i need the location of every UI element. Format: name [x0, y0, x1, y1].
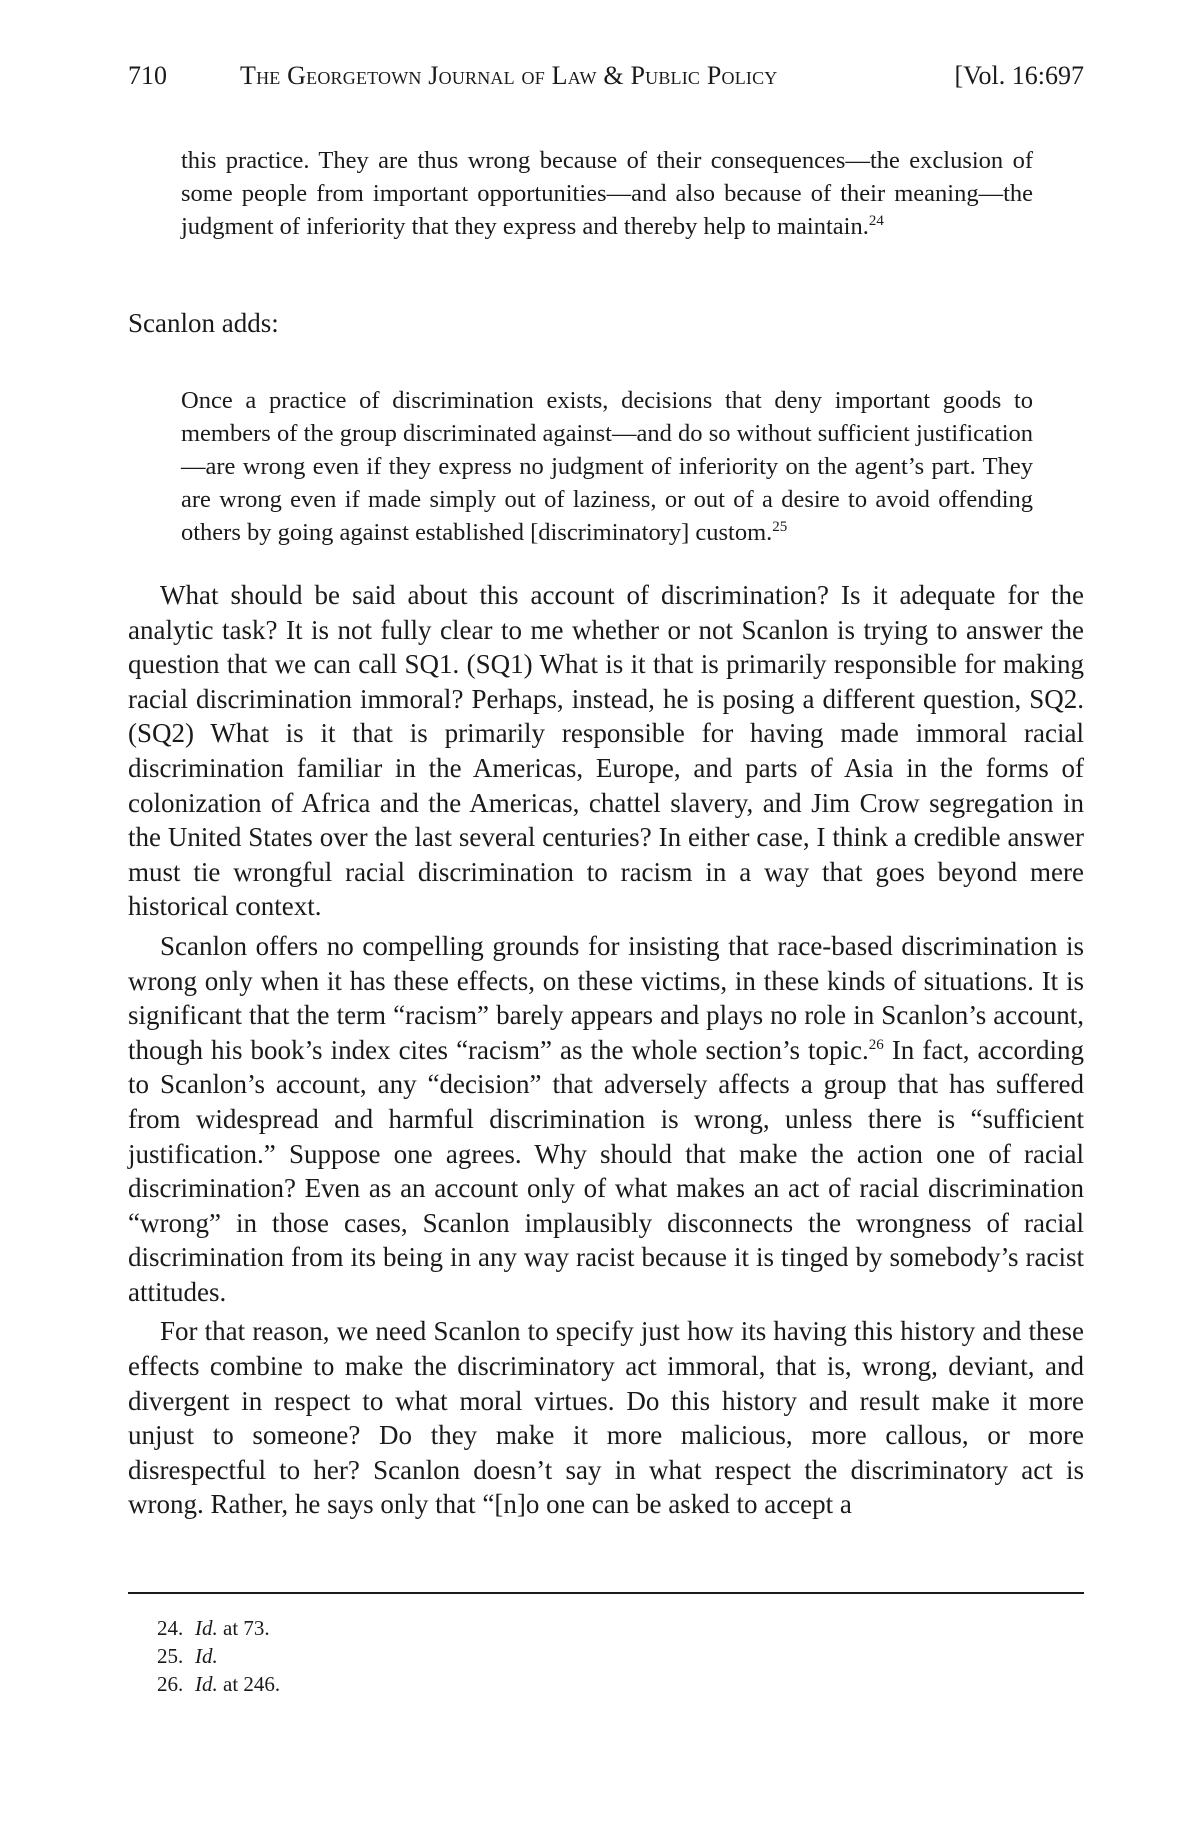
footnote-25 [157, 1642, 1037, 1670]
footnote-26 [157, 1670, 1037, 1698]
footnote-text [195, 1614, 270, 1642]
footnote-number: 24. [157, 1616, 184, 1640]
footnote-ref-26[interactable]: 26 [868, 1036, 884, 1053]
footnote-24 [157, 1614, 1037, 1642]
journal-title: The Georgetown Journal of Law & Public Policy [240, 61, 778, 90]
running-head [128, 56, 1084, 96]
body-text [128, 578, 1084, 1522]
footnote-number: 26. [157, 1672, 184, 1696]
quote-text: Once a practice of discrimination exists, decisions that deny important goods to members of the group discriminated against—and do so without sufficient justification—are wrong even if they express no judgment of inferiority on the agent’s part. They are wrong even if made simply out of laziness, or out of a desire to avoid offending others by going against established [discriminatory] custom. [181, 387, 1033, 546]
footnote-rest: at 246. [217, 1672, 281, 1696]
footnote-id: Id. [195, 1644, 218, 1668]
footnote-id: Id. [195, 1672, 218, 1696]
volume-citation: [Vol. 16:697 [954, 61, 1084, 90]
quote-lead-in: Scanlon adds: [128, 308, 279, 338]
block-quote-paragraph [181, 144, 1033, 243]
footnote-divider [128, 1592, 1084, 1594]
footnote-id: Id. [195, 1616, 218, 1640]
footnote-rest: at 73. [217, 1616, 270, 1640]
block-quote-continued [181, 144, 1033, 243]
paragraph-text: In fact, according to Scanlon’s account, any “decision” that adversely affects a group that has suffered from widespread and harmful discrimination is wrong, unless there is “sufficient justification.” Suppose one agrees. Why should that make the action one of racial discrimination? Even as an account only of what makes an act of racial discrimination “wrong” in those cases, Scanlon implausibly disconnects the wrongness of racial discrimination from its being in any way racist because it is tinged by somebody’s racist attitudes. [128, 1034, 1084, 1307]
page-number: 710 [128, 61, 167, 90]
body-paragraph-3: For that reason, we need Scanlon to specify just how its having this history and these effects combine to make the discriminatory act immoral, that is, wrong, deviant, and divergent in respect to what moral virtues. Do this history and result make it more unjust to someone? Do they make it more malicious, more callous, or more disrespectful to her? Scanlon doesn’t say in what respect the discriminatory act is wrong. Rather, he says only that “[n]o one can be asked to accept a [128, 1316, 1084, 1520]
footnote-text [195, 1642, 218, 1670]
block-quote-paragraph [181, 384, 1033, 549]
footnote-ref-25[interactable]: 25 [772, 518, 788, 535]
block-quote-scanlon [181, 384, 1033, 549]
body-paragraph-1: What should be said about this account of discrimination? Is it adequate for the analytic task? It is not fully clear to me whether or not Scanlon is trying to answer the question that we can call SQ1. (SQ1) What is it that is primarily responsible for making racial discrimination immoral? Perhaps, instead, he is posing a different question, SQ2. (SQ2) What is it that is primarily responsible for having made immoral racial discrimination familiar in the Americas, Europe, and parts of Asia in the forms of colonization of Africa and the Americas, chattel slavery, and Jim Crow segregation in the United States over the last several centuries? In either case, I think a credible answer must tie wrongful racial discrimination to racism in a way that goes beyond mere historical context. [128, 580, 1084, 922]
footnote-ref-24[interactable]: 24 [868, 212, 884, 229]
footnote-number: 25. [157, 1644, 184, 1668]
quote-text: this practice. They are thus wrong because of their consequences—the exclusion of some people from important opportunities—and also because of their meaning—the judgment of inferiority that they express and thereby help to maintain. [181, 147, 1033, 240]
paragraph-text: Scanlon offers no compelling grounds for insisting that race-based discrimination is wrong only when it has these effects, on these victims, in these kinds of situations. It is significant that the term “racism” barely appears and plays no role in Scanlon’s account, though his book’s index cites “racism” as the whole section’s topic. [128, 930, 1084, 1065]
footnote-text [195, 1670, 280, 1698]
body-paragraph-2 [128, 929, 1084, 1310]
footnotes [157, 1614, 1037, 1698]
